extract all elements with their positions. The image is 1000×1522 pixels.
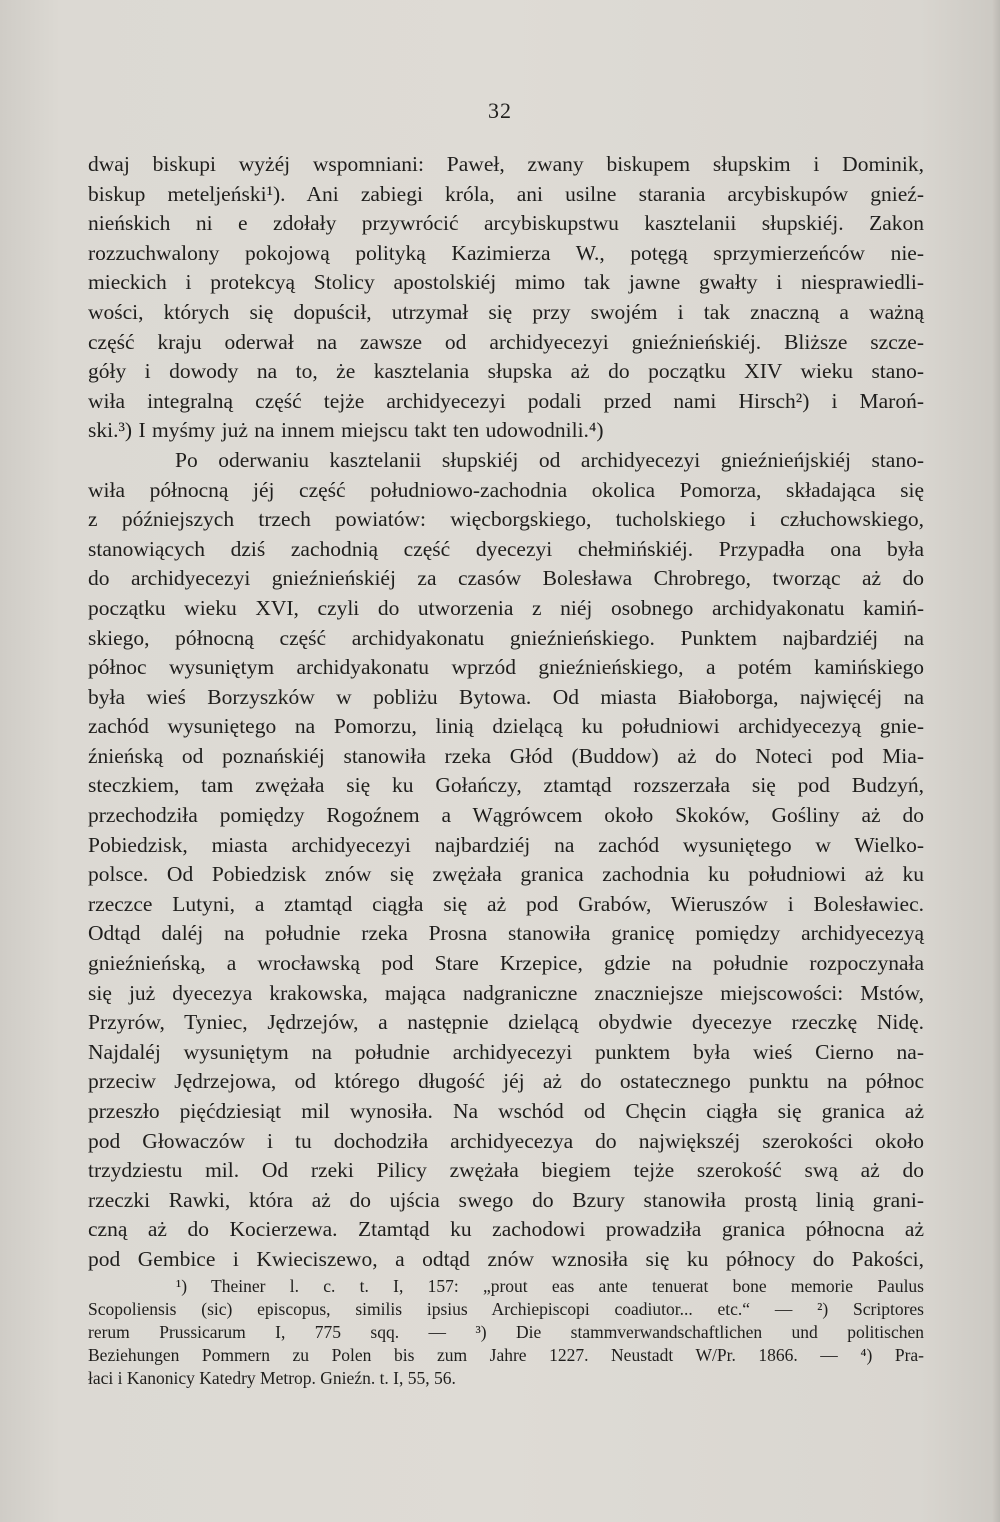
- body-line: skiego, północną część archidyakonatu gnieźnieńskiego. Punktem najbardziéj na: [88, 625, 924, 650]
- body-line: rozzuchwalony pokojową polityką Kazimierza W., potęgą sprzymierzeńców nie-: [88, 240, 924, 265]
- body-line: źnieńską od poznańskiéj stanowiła rzeka Głód (Buddow) aż do Noteci pod Mia-: [88, 743, 924, 768]
- body-line: rzeczki Rawki, która aż do ujścia swego do Bzury stanowiła prostą linią grani-: [88, 1187, 924, 1212]
- body-line: Najdaléj wysuniętym na południe archidyecezyi punktem była wieś Cierno na-: [88, 1039, 924, 1064]
- body-line: trzydziestu mil. Od rzeki Pilicy zwężała biegiem tejże szerokość swą aż do: [88, 1158, 924, 1183]
- body-line: wiła północną jéj część południowo-zachodnia okolica Pomorza, składająca się: [88, 477, 924, 502]
- body-line: przeszło pięćdziesiąt mil wynosiła. Na wschód od Chęcin ciągła się granica aż: [88, 1099, 924, 1123]
- body-line: nieńskich ni e zdołały przywrócić arcybiskupstwu kasztelanii słupskiéj. Zakon: [88, 211, 924, 236]
- body-line: północ wysuniętym archidyakonatu wprzód gnieźnieńskiego, a potém kamińskiego: [88, 655, 924, 680]
- body-line: do archidyecezyi gnieźnieńskiéj za czasów Bolesława Chrobrego, tworząc aż do: [88, 566, 924, 591]
- body-line: wości, których się dopuścił, utrzymał się przy swojém i tak znaczną a ważną: [88, 299, 924, 324]
- body-line: stanowiących dziś zachodnią część dyecezyi chełmińskiéj. Przypadła ona była: [88, 536, 924, 561]
- footnote-line: rerum Prussicarum I, 775 sqq. — ³) Die stammverwandschaftlichen und politischen: [88, 1322, 924, 1342]
- footnote-line: łaci i Kanonicy Katedry Metrop. Gnieźn. t. I, 55, 56.: [88, 1368, 456, 1388]
- footnote-line: Scopoliensis (sic) episcopus, similis ipsius Archiepiscopi coadiutor... etc.“ — ²) Scriptores: [88, 1299, 924, 1319]
- footnotes: [88, 1275, 924, 1390]
- body-line: Przyrów, Tyniec, Jędrzejów, a następnie dzielącą obydwie dyecezye rzeczkę Nidę.: [88, 1010, 924, 1035]
- footnote-line: Beziehungen Pommern zu Polen bis zum Jahre 1227. Neustadt W/Pr. 1866. — ⁴) Pra-: [88, 1345, 924, 1365]
- body-line: steczkiem, tam zwężała się ku Gołańczy, ztamtąd rozszerzała się pod Budzyń,: [88, 773, 924, 798]
- body-line: rzeczce Lutyni, a ztamtąd ciągła się aż pod Grabów, Wieruszów i Bolesławiec.: [88, 891, 924, 916]
- page-number: 32: [488, 98, 512, 123]
- body-line: część kraju oderwał na zawsze od archidyecezyi gnieźnieńskiéj. Bliższe szcze-: [88, 329, 924, 354]
- body-line: z późniejszych trzech powiatów: więcborgskiego, tucholskiego i człuchowskiego,: [88, 507, 924, 532]
- body-line: biskup meteljeński¹). Ani zabiegi króla, ani usilne starania arcybiskupów gnieź-: [88, 181, 924, 206]
- page-edge-shadow: [992, 0, 1000, 1522]
- body-line: Odtąd daléj na południe rzeka Prosna stanowiła granicę pomiędzy archidyecezyą: [88, 921, 924, 946]
- body-line: czną aż do Kocierzewa. Ztamtąd ku zachodowi prowadziła granica północna aż: [88, 1217, 924, 1242]
- body-line: mieckich i protekcyą Stolicy apostolskiéj mimo tak jawne gwałty i niesprawiedli-: [88, 270, 924, 295]
- body-line: wiła integralną część tejże archidyecezyi podali przed nami Hirsch²) i Maroń-: [88, 388, 924, 413]
- body-line: dwaj biskupi wyżéj wspomniani: Paweł, zwany biskupem słupskim i Dominik,: [88, 152, 924, 176]
- body-line: przeciw Jędrzejowa, od którego długość jéj aż do ostatecznego punktu na północ: [88, 1069, 924, 1094]
- body-line: pod Głowaczów i tu dochodziła archidyecezya do największéj szerokości około: [88, 1128, 924, 1153]
- footnote-line: ¹) Theiner l. c. t. I, 157: „prout eas ante tenuerat bone memorie Paulus: [176, 1276, 924, 1296]
- body-text: [88, 150, 924, 1275]
- body-line: była wieś Borzyszków w pobliżu Bytowa. Od miasta Białoborga, najwięcéj na: [88, 684, 924, 709]
- body-line: się już dyecezya krakowska, mająca nadgraniczne znaczniejsze miejscowości: Mstów,: [88, 980, 924, 1005]
- body-line: góły i dowody na to, że kasztelania słupska aż do początku XIV wieku stano-: [88, 359, 924, 384]
- body-line: gnieźnieńską, a wrocławską pod Stare Krzepice, gdzie na południe rozpoczynała: [88, 951, 924, 976]
- body-line: początku wieku XVI, czyli do utworzenia z niéj osobnego archidyakonatu kamiń-: [88, 595, 924, 620]
- body-line: zachód wysuniętego na Pomorzu, linią dzielącą ku południowi archidyecezyą gnie-: [88, 714, 924, 739]
- body-line: przechodziła pomiędzy Rogoźnem a Wągrówcem około Skoków, Gośliny aż do: [88, 803, 924, 828]
- body-line: ski.³) I myśmy już na innem miejscu takt ten udowodnili.⁴): [88, 418, 604, 443]
- body-line: pod Gembice i Kwieciszewo, a odtąd znów wznosiła się ku północy do Pakości,: [88, 1246, 924, 1271]
- body-line: Pobiedzisk, miasta archidyecezyi najbardziéj na zachód wysuniętego w Wielko-: [88, 832, 924, 857]
- body-line: Po oderwaniu kasztelanii słupskiéj od archidyecezyi gnieźnieńjskiéj stano-: [175, 447, 924, 472]
- body-line: polsce. Od Pobiedzisk znów się zwężała granica zachodnia ku południowi aż ku: [88, 862, 924, 887]
